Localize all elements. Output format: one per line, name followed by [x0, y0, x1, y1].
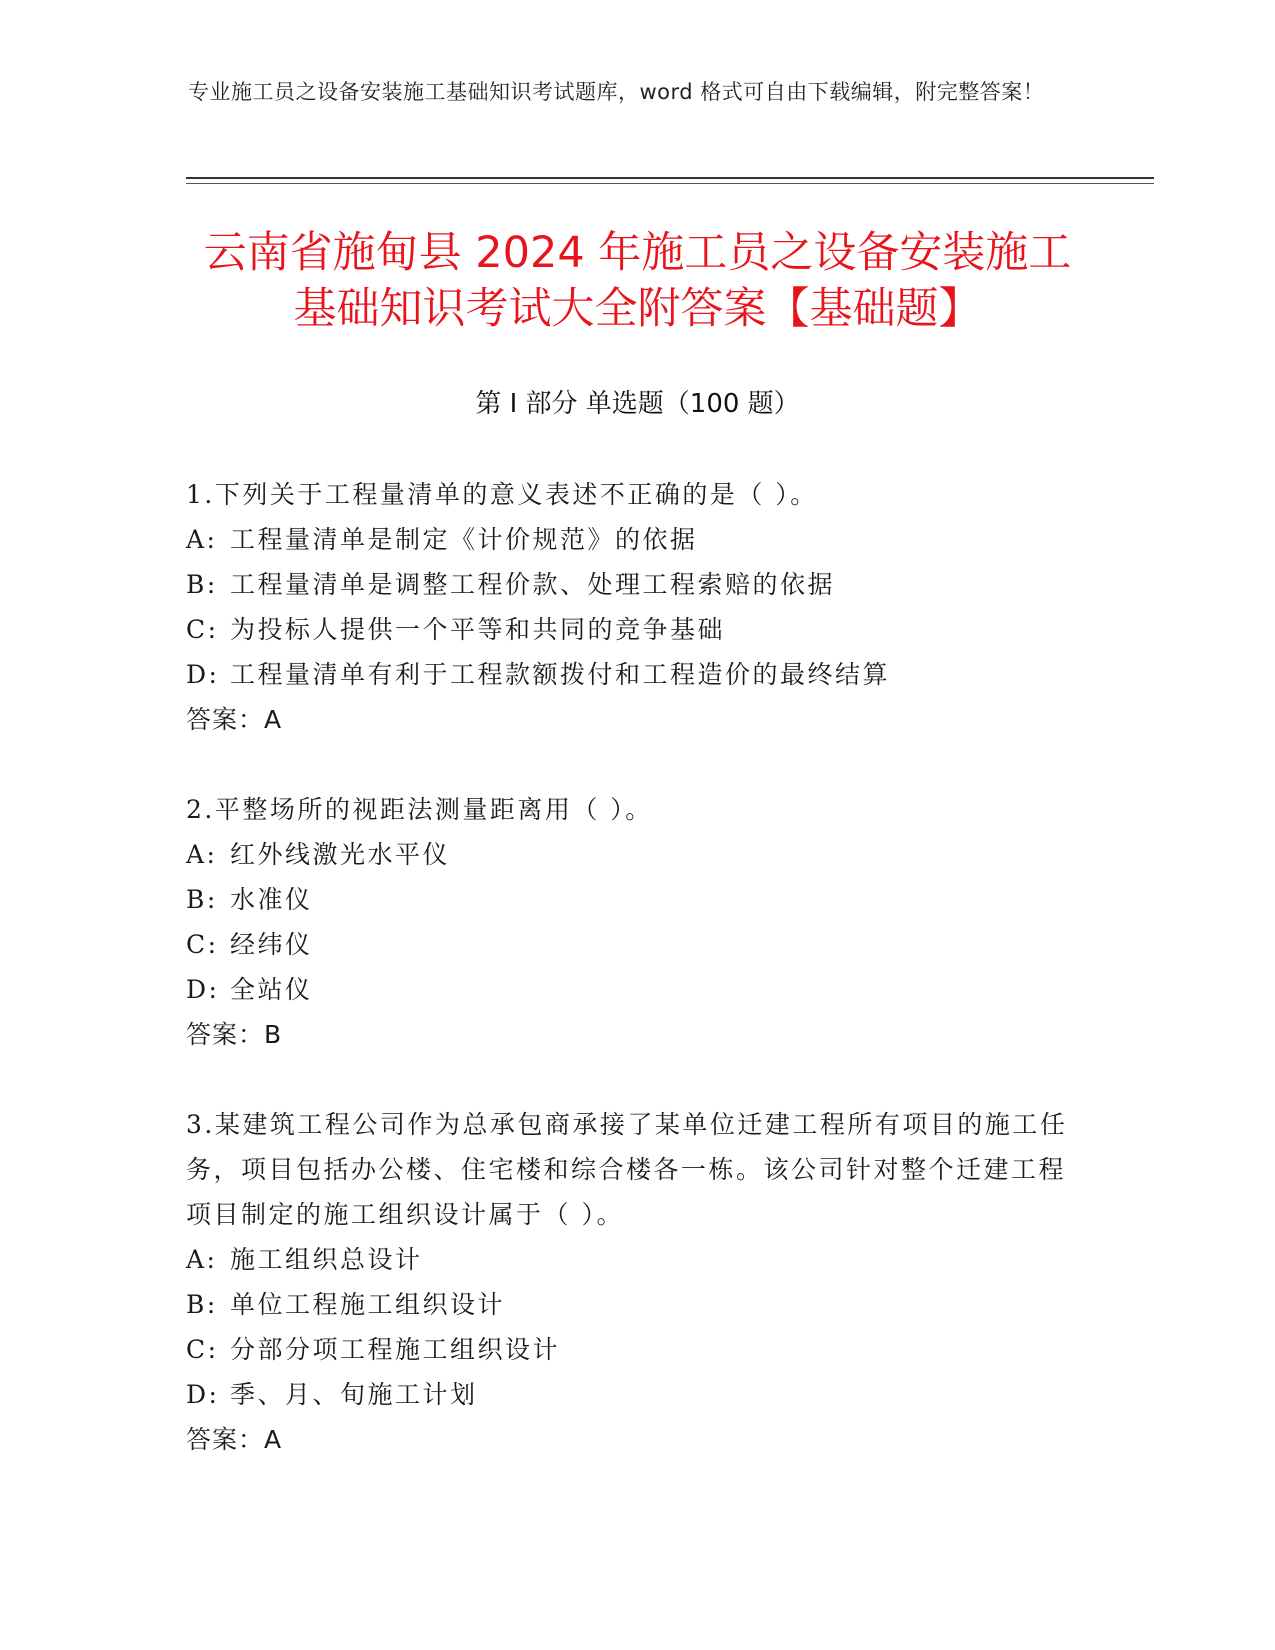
header-divider-thick: [186, 177, 1154, 179]
answer-label: 答案：: [186, 1425, 265, 1454]
option-text: 水准仪: [230, 885, 313, 914]
document-title: [150, 225, 1125, 337]
option-letter: D:: [186, 660, 220, 689]
option-c: [186, 607, 1086, 652]
question-3: [186, 1102, 1086, 1462]
option-letter: B:: [186, 885, 218, 914]
option-a: [186, 517, 1086, 562]
option-letter: A:: [186, 525, 218, 554]
answer-line: [186, 1012, 1086, 1057]
option-letter: A:: [186, 840, 218, 869]
option-letter: C:: [186, 930, 219, 959]
header-note: 专业施工员之设备安装施工基础知识考试题库，word 格式可自由下载编辑，附完整答案！: [188, 80, 1045, 104]
option-text: 分部分项工程施工组织设计: [230, 1335, 561, 1364]
question-stem: 3.某建筑工程公司作为总承包商承接了某单位迁建工程所有项目的施工任务，项目包括办公楼、住宅楼和综合楼各一栋。该公司针对整个迁建工程项目制定的施工组织设计属于（ ）。: [186, 1110, 1068, 1229]
answer-value: A: [264, 1425, 283, 1454]
question-1: [186, 472, 1086, 742]
option-letter: A:: [186, 1245, 218, 1274]
option-b: [186, 1282, 1086, 1327]
option-text: 施工组织总设计: [230, 1245, 423, 1274]
question-list: [186, 472, 1086, 1507]
option-a: [186, 1237, 1086, 1282]
option-c: [186, 922, 1086, 967]
answer-line: [186, 697, 1086, 742]
question-2: [186, 787, 1086, 1057]
answer-label: 答案：: [186, 705, 265, 734]
option-b: [186, 562, 1086, 607]
option-text: 季、月、旬施工计划: [230, 1380, 478, 1409]
answer-value: B: [264, 1020, 283, 1049]
option-c: [186, 1327, 1086, 1372]
option-text: 红外线激光水平仪: [230, 840, 451, 869]
option-text: 为投标人提供一个平等和共同的竞争基础: [230, 615, 726, 644]
option-d: [186, 652, 1086, 697]
question-stem: 2.平整场所的视距法测量距离用（ ）。: [186, 795, 653, 824]
title-line-1: 云南省施甸县 2024 年施工员之设备安装施工: [203, 228, 1072, 278]
option-letter: C:: [186, 615, 219, 644]
option-d: [186, 967, 1086, 1012]
header-divider-thin: [186, 183, 1154, 184]
option-text: 工程量清单是制定《计价规范》的依据: [230, 525, 698, 554]
option-b: [186, 877, 1086, 922]
option-letter: D:: [186, 1380, 220, 1409]
section-heading: 第 I 部分 单选题（100 题）: [475, 389, 800, 419]
question-stem: 1.下列关于工程量清单的意义表述不正确的是（ ）。: [186, 480, 818, 509]
option-a: [186, 832, 1086, 877]
option-text: 单位工程施工组织设计: [230, 1290, 506, 1319]
answer-line: [186, 1417, 1086, 1462]
option-letter: C:: [186, 1335, 219, 1364]
option-letter: B:: [186, 1290, 218, 1319]
option-d: [186, 1372, 1086, 1417]
option-text: 经纬仪: [230, 930, 313, 959]
option-text: 全站仪: [230, 975, 313, 1004]
answer-label: 答案：: [186, 1020, 265, 1049]
title-line-2: 基础知识考试大全附答案【基础题】: [293, 284, 982, 334]
option-letter: D:: [186, 975, 220, 1004]
option-text: 工程量清单有利于工程款额拨付和工程造价的最终结算: [230, 660, 891, 689]
option-text: 工程量清单是调整工程价款、处理工程索赔的依据: [230, 570, 836, 599]
option-letter: B:: [186, 570, 218, 599]
answer-value: A: [264, 705, 283, 734]
